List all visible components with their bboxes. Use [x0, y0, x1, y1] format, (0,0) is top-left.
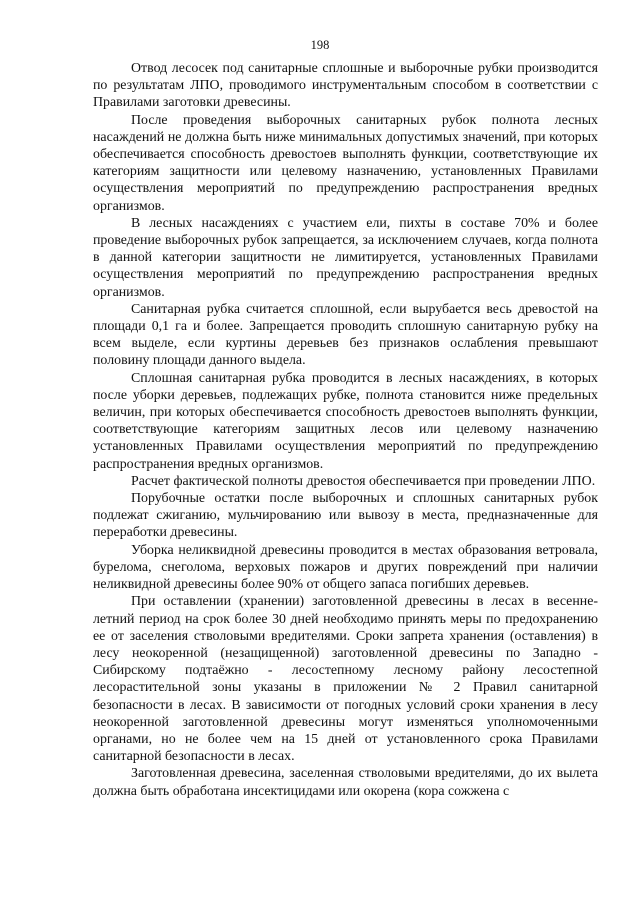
paragraph: Сплошная санитарная рубка проводится в лесных насаждениях, в которых после уборки деревьев, подлежащих рубке, полнота становится ниже предельных величин, при которых обеспечивается способность древостоев выполнять функции, соответствующие категориям защитных лесов или целевому назначению установленных Правилами осуществления мероприятий по предупреждению распространения вредных организмов. — [93, 370, 598, 472]
paragraph: При оставлении (хранении) заготовленной древесины в лесах в весенне-летний период на срок более 30 дней необходимо принять меры по предохранению ее от заселения стволовыми вредителями. Сроки запрета хранения (оставления) в лесу неокоренной (незащищенной) заготовленной древесины по Западно - Сибирскому подтаёжно - лесостепному лесному району лесостепной лесорастительной зоны указаны в приложении № 2 Правил санитарной безопасности в лесах. В зависимости от погодных условий сроки хранения в лесу неокоренной заготовленной древесины могут изменяться уполномоченными органами, но не более чем на 15 дней от установленного срока Правилами санитарной безопасности в лесах. — [93, 594, 598, 765]
paragraph: Порубочные остатки после выборочных и сплошных санитарных рубок подлежат сжиганию, мульчированию или вывозу в места, предназначенные для переработки древесины. — [93, 491, 598, 541]
paragraph: Уборка неликвидной древесины проводится в местах образования ветровала, бурелома, снеголома, верховых пожаров и других повреждений при наличии неликвидной древесины более 90% от общего запаса погибших деревьев. — [93, 542, 598, 593]
paragraph: После проведения выборочных санитарных рубок полнота лесных насаждений не должна быть ниже минимальных допустимых значений, при которых обеспечивается способность древостоев выполнять функции, соответствующие их категориям защитности или целевому назначению, установленных Правилами осуществления мероприятий по предупреждению распространения вредных организмов. — [93, 112, 598, 214]
paragraph: Расчет фактической полноты древостоя обеспечивается при проведении ЛПО. — [131, 473, 596, 489]
paragraph: Отвод лесосек под санитарные сплошные и выборочные рубки производится по результатам ЛПО, проводимого инструментальным способом в соответствии с Правилами заготовки древесины. — [93, 61, 598, 111]
page-number: 198 — [310, 38, 330, 52]
paragraph: В лесных насаждениях с участием ели, пихты в составе 70% и более проведение выборочных рубок запрещается, за исключением случаев, когда полнота в данной категории защитности не лимитируется, установленных Правилами осуществления мероприятий по предупреждению распространения вредных организмов. — [93, 215, 598, 300]
paragraph: Санитарная рубка считается сплошной, если вырубается весь древостой на площади 0,1 га и более. Запрещается проводить сплошную санитарную рубку на всем выделе, если куртины деревьев без признаков ослабления превышают половину площади данного выдела. — [93, 301, 598, 369]
paragraph: Заготовленная древесина, заселенная стволовыми вредителями, до их вылета должна быть обработана инсектицидами или окорена (кора сожжена с — [93, 766, 598, 799]
page-body — [93, 60, 598, 800]
